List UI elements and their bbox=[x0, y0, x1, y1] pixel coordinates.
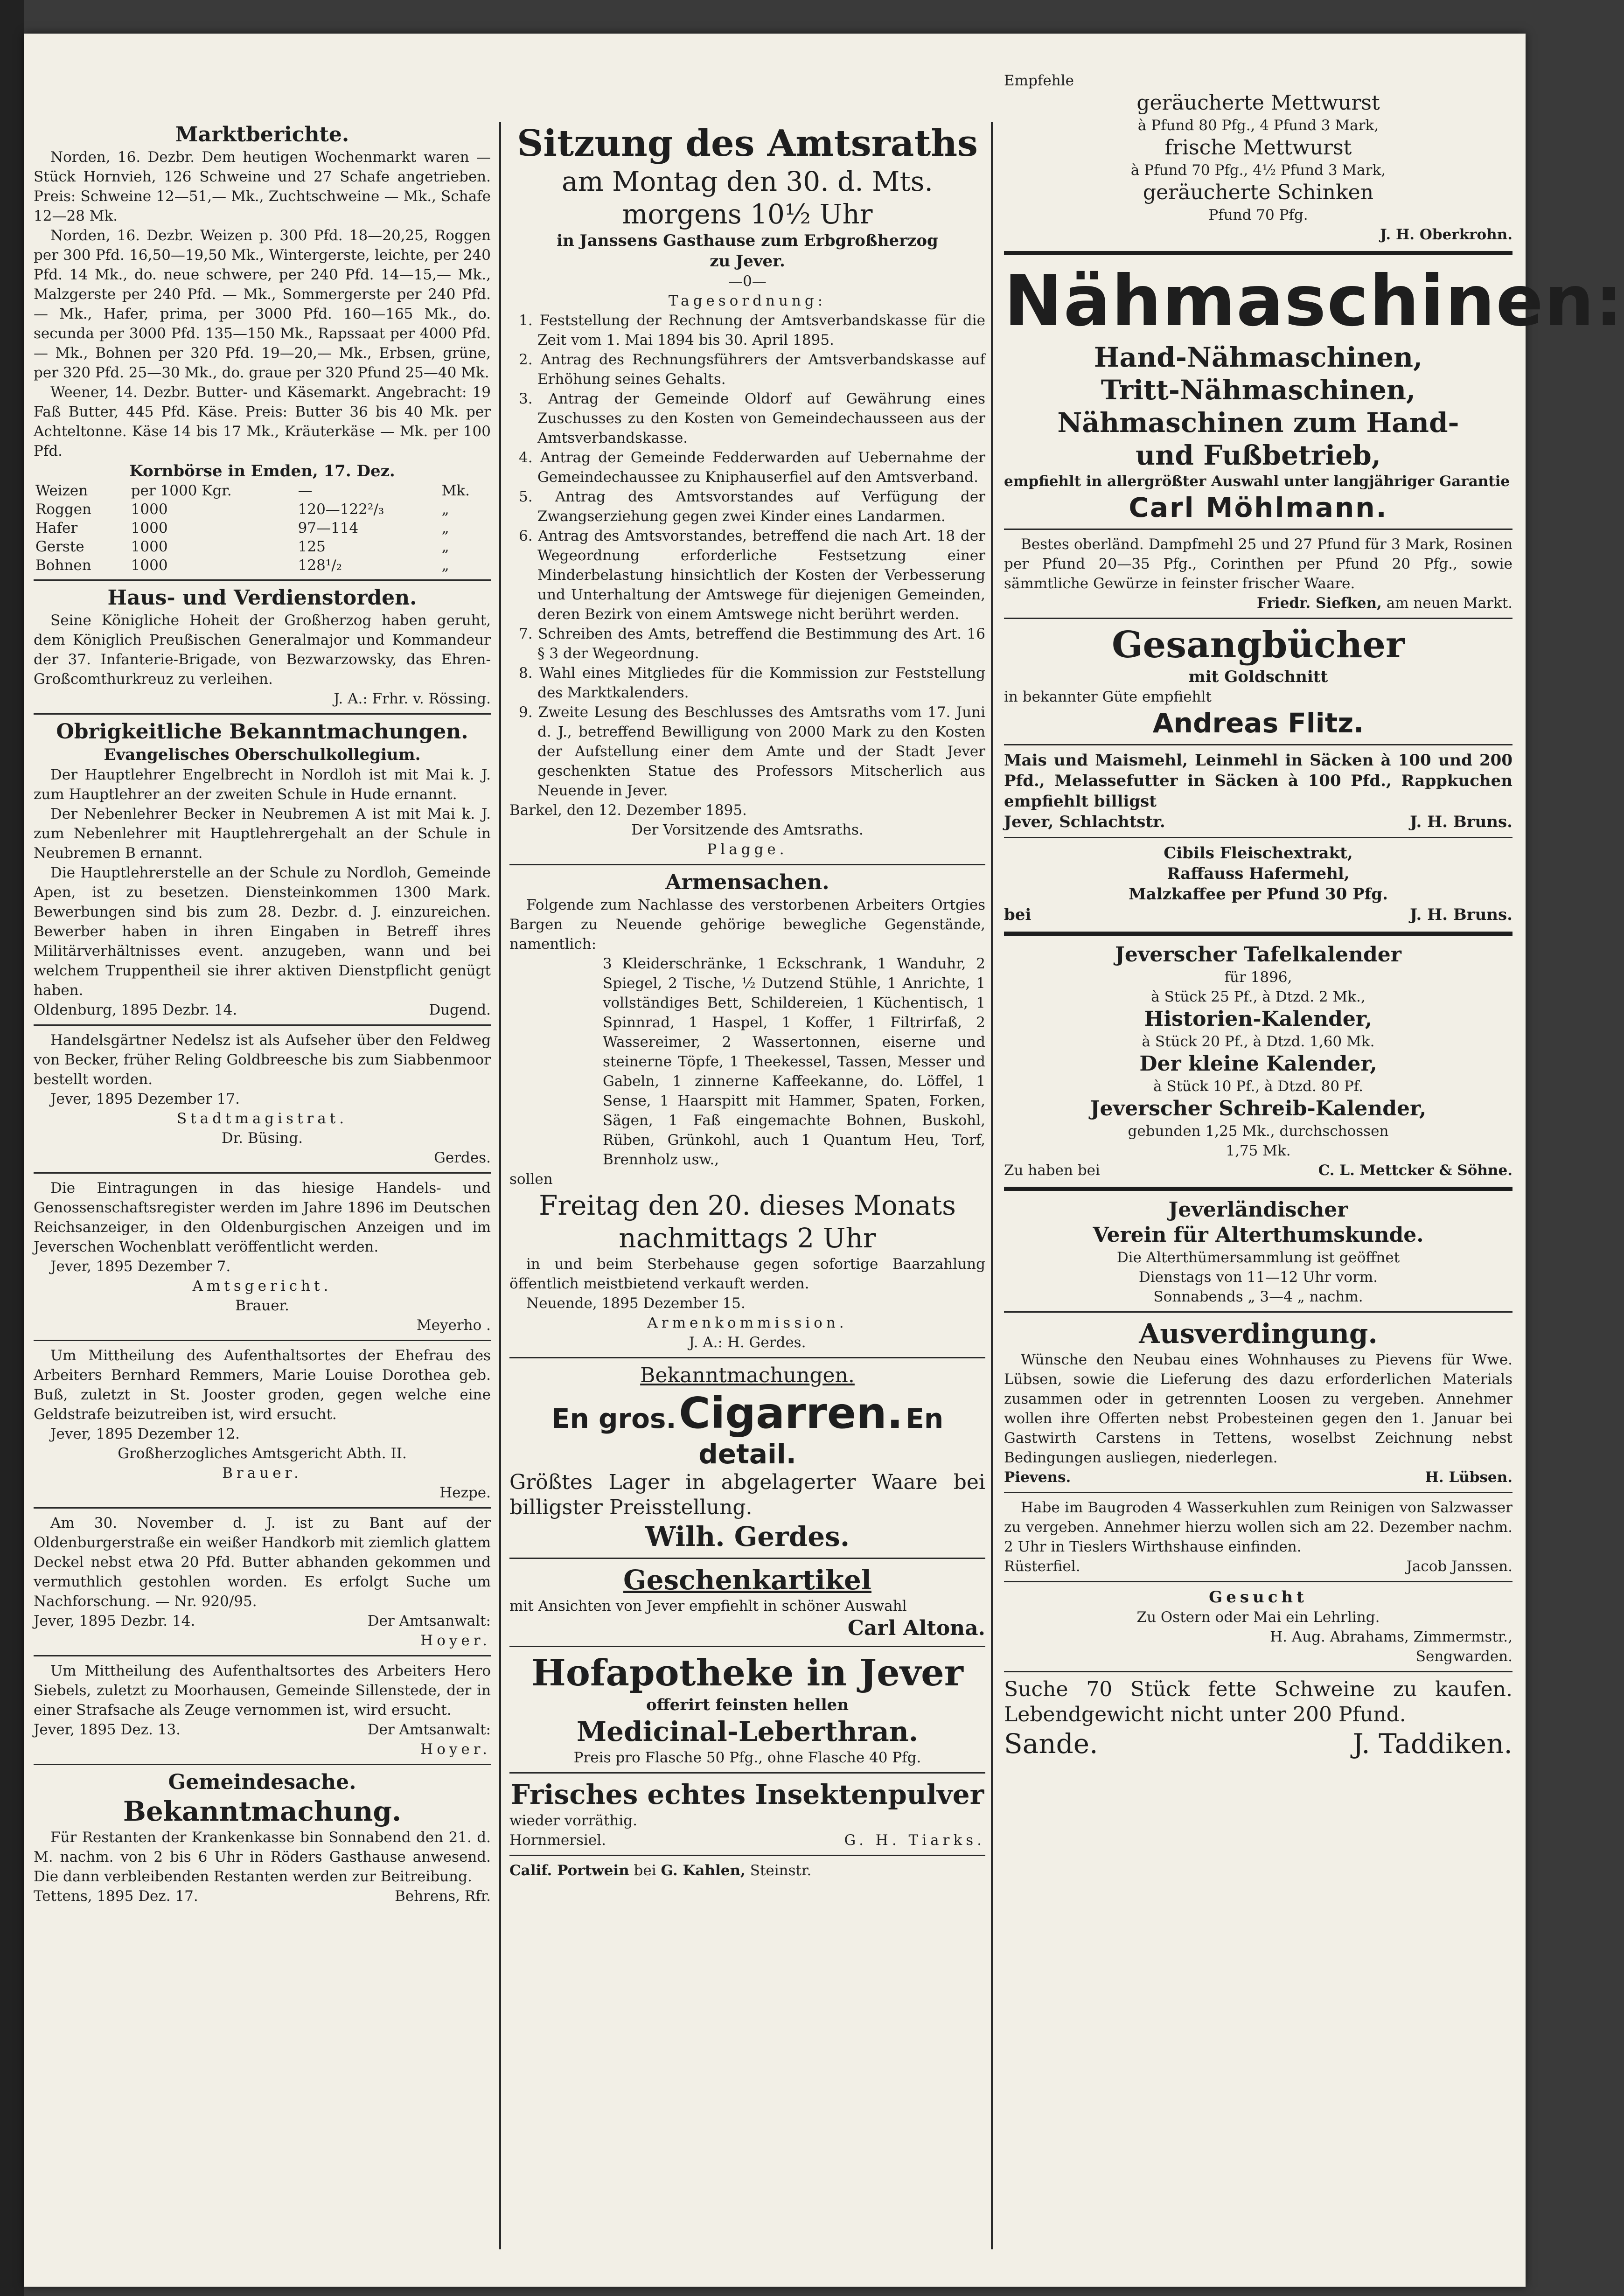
insekten-footer bbox=[509, 1830, 985, 1850]
cibils-line-2: Raffauss Hafermehl, bbox=[1167, 864, 1350, 883]
alterthum-row-2 bbox=[1004, 1287, 1512, 1307]
aufenthalt-date: Jever, 1895 Dezember 12. bbox=[50, 1426, 240, 1442]
naeh-line-2: Tritt-Nähmaschinen, bbox=[1101, 374, 1416, 406]
alterthum-day-1: Dienstags bbox=[1138, 1269, 1212, 1286]
naehmaschinen-title: Nähmaschinen: bbox=[1004, 261, 1624, 342]
divider bbox=[34, 579, 491, 581]
siefken-sign: Friedr. Siefken, bbox=[1257, 595, 1382, 612]
mett-1-price: à Pfund 80 Pfg., 4 Pfund 3 Mark, bbox=[1137, 117, 1379, 134]
cigarren-headline bbox=[509, 1388, 985, 1470]
column-rule bbox=[499, 122, 501, 2249]
butter-authority: Der Amtsanwalt: bbox=[367, 1613, 491, 1629]
armen-text-1: Folgende zum Nachlasse des verstorbenen Arbeiters Ortgies Bargen zu Neuende gehörige bewegliche Gegenstände, namentlich: bbox=[509, 897, 985, 953]
eintrag-sign: Meyerho . bbox=[416, 1317, 491, 1334]
korn-unit: 1000 bbox=[131, 557, 168, 574]
sitzung-title: Sitzung des Amtsraths bbox=[517, 122, 978, 165]
korn-currency: „ bbox=[441, 520, 449, 536]
korn-name: Weizen bbox=[35, 482, 88, 499]
alterthum-line-2: Verein für Alterthumskunde. bbox=[1093, 1223, 1424, 1247]
divider bbox=[34, 1340, 491, 1341]
kalender-4: Jeverscher Schreib-Kalender, bbox=[1090, 1097, 1427, 1120]
armen-sollen: sollen bbox=[509, 1171, 553, 1188]
divider bbox=[509, 1855, 985, 1856]
sitzung-separator: —0— bbox=[728, 273, 767, 290]
insekten-sub: wieder vorräthig. bbox=[509, 1812, 637, 1829]
kalender-3: Der kleine Kalender, bbox=[1139, 1052, 1377, 1076]
armen-sign: J. A.: H. Gerdes. bbox=[689, 1334, 806, 1351]
divider bbox=[509, 864, 985, 865]
korn-price: 125 bbox=[298, 538, 326, 555]
divider bbox=[509, 1772, 985, 1774]
ausverdingung-title: Ausverdingung. bbox=[1139, 1318, 1378, 1350]
list-item: 3. Antrag der Gemeinde Oldorf auf Gewährung eines Zuschusses zu den Kosten von Gemeindechausseen aus der Amtsverbandskasse. bbox=[519, 390, 985, 446]
divider bbox=[1004, 932, 1512, 936]
hofapotheke-price: Preis pro Flasche 50 Pfg., ohne Flasche 40 Pfg. bbox=[573, 1749, 921, 1766]
siebels-date: Jever, 1895 Dez. 13. bbox=[34, 1721, 181, 1738]
armen-date-1: Freitag den 20. dieses Monats bbox=[539, 1190, 956, 1221]
alterthum-day-2: Sonnabends bbox=[1153, 1288, 1243, 1305]
evang-p3: Die Hauptlehrerstelle an der Schule zu Nordloh, Gemeinde Apen, ist zu besetzen. Diensteinkommen 1300 Mark. Bewerbungen sind bis zum 28. Dezbr. d. J. einzureichen. Bewerber haben in ihren Eingaben in Betreff ihres Militärverhältnisses event. anzugeben, wann und bei welchem Truppentheil sie ihrer aktiven Dienstpflicht genügt haben. bbox=[34, 864, 491, 999]
wasser-sign: Jacob Janssen. bbox=[1406, 1558, 1512, 1575]
kalender-2-a: à Stück 20 Pf., à Dtzd. 1,60 Mk. bbox=[1142, 1033, 1375, 1050]
handel-name: Dr. Büsing. bbox=[221, 1130, 303, 1147]
table-row bbox=[34, 519, 491, 537]
divider bbox=[34, 1024, 491, 1026]
divider bbox=[1004, 251, 1512, 255]
schweine-footer bbox=[1004, 1727, 1512, 1760]
korn-price: 120—122²/₃ bbox=[298, 501, 384, 518]
table-row bbox=[34, 500, 491, 519]
gesang-text: in bekannter Güte empfiehlt bbox=[1004, 689, 1212, 705]
gemeinde-title: Gemeindesache. bbox=[168, 1770, 356, 1794]
markt-weener: Weener, 14. Dezbr. Butter- und Käsemarkt. Angebracht: 19 Faß Butter, 445 Pfd. Käse. Preis: Butter 36 bis 40 Mk. per Achteltonne. Käse 14 bis 17 Mk., Kräuterkäse — Mk. per 100 Pfd. bbox=[34, 384, 491, 459]
butter-date: Jever, 1895 Dezbr. 14. bbox=[34, 1613, 195, 1629]
korn-currency: Mk. bbox=[441, 482, 470, 499]
mett-2: frische Mettwurst bbox=[1164, 136, 1352, 160]
mett-3-price: Pfund 70 Pfg. bbox=[1208, 207, 1308, 223]
calif-product: Calif. Portwein bbox=[509, 1862, 629, 1879]
kalender-1-a: für 1896, bbox=[1224, 969, 1292, 986]
gesucht-text: Zu Ostern oder Mai ein Lehrling. bbox=[1136, 1609, 1380, 1626]
cibils-line-1: Cibils Fleischextrakt, bbox=[1164, 844, 1353, 863]
kalender-1-b: à Stück 25 Pf., à Dtzd. 2 Mk., bbox=[1151, 988, 1366, 1005]
handel-text: Handelsgärtner Nedelsz ist als Aufseher über den Feldweg von Becker, früher Reling Goldbreesche bis zum Siabbenmoor bestellt worden. bbox=[34, 1032, 491, 1088]
siebels-footer bbox=[34, 1720, 491, 1739]
cigarren-detail: En detail. bbox=[698, 1403, 944, 1470]
gesang-sub: mit Goldschnitt bbox=[1188, 668, 1328, 686]
cigarren-sign: Wilh. Gerdes. bbox=[645, 1521, 850, 1552]
obrig-title: Obrigkeitliche Bekanntmachungen. bbox=[56, 720, 468, 744]
eintrag-text: Die Eintragungen in das hiesige Handels- und Genossenschaftsregister werden im Jahre 1896 im Deutschen Reichsanzeiger, in den Oldenburgischen Anzeigen und im Jeverschen Wochenblatt veröffentlicht werden. bbox=[34, 1180, 491, 1255]
mais-place: Jever, Schlachtstr. bbox=[1004, 813, 1165, 831]
alterthum-time-2: „ 3—4 „ nachm. bbox=[1248, 1288, 1363, 1305]
insekten-title: Frisches echtes Insektenpulver bbox=[510, 1779, 984, 1810]
naeh-line-4: und Fußbetrieb, bbox=[1136, 439, 1381, 471]
sitzung-sign-2: Plagge. bbox=[707, 841, 788, 858]
armen-place: Neuende, 1895 Dezember 15. bbox=[526, 1295, 746, 1312]
korn-unit: 1000 bbox=[131, 520, 168, 536]
kalender-bei: Zu haben bei bbox=[1004, 1162, 1100, 1179]
alterthum-text: Die Alterthümersammlung ist geöffnet bbox=[1116, 1249, 1400, 1266]
markt-norden-1: Norden, 16. Dezbr. Dem heutigen Wochenmarkt waren — Stück Hornvieh, 126 Schweine und 27 Schafe angetrieben. Preis: Schweine 12—51,— Mk., Zuchtschweine — Mk., Schafe 12—28 Mk. bbox=[34, 149, 491, 224]
divider bbox=[509, 1558, 985, 1559]
insekten-place: Hornmersiel. bbox=[509, 1832, 606, 1849]
gesucht-sign-1: H. Aug. Abrahams, Zimmermstr., bbox=[1270, 1628, 1512, 1645]
butter-footer bbox=[34, 1611, 491, 1631]
alterthum-line-1: Jeverländischer bbox=[1168, 1198, 1348, 1222]
evang-place: Oldenburg, 1895 Dezbr. 14. bbox=[34, 1002, 237, 1018]
hofapotheke-product: Medicinal-Leberthran. bbox=[576, 1716, 919, 1747]
list-item: 9. Zweite Lesung des Beschlusses des Amtsraths vom 17. Juni d. J., betreffend Bewilligung von 2000 Mark zu den Kosten der Aufstellung einer dem Amte und der Stadt Jever geschenkten Statue des Professors Mitscherlich aus Neuende in Jever. bbox=[519, 704, 985, 799]
sitzung-date: Barkel, den 12. Dezember 1895. bbox=[509, 802, 747, 819]
korn-price: 97—114 bbox=[298, 520, 359, 536]
cibils-line-3: Malzkaffee per Pfund 30 Pfg. bbox=[1129, 885, 1388, 904]
divider bbox=[1004, 1581, 1512, 1582]
newspaper-page bbox=[24, 34, 1624, 2287]
divider bbox=[1004, 837, 1512, 838]
armen-date-2: nachmittags 2 Uhr bbox=[619, 1222, 876, 1254]
kornboerse-title: Kornbörse in Emden, 17. Dez. bbox=[129, 462, 395, 480]
table-row bbox=[34, 556, 491, 575]
list-item: 4. Antrag der Gemeinde Fedderwarden auf Uebernahme der Gemeindechaussee zu Kniphauserfiel auf den Amtsverband. bbox=[519, 449, 985, 486]
siefken-location: am neuen Markt. bbox=[1386, 595, 1512, 612]
orden-text: Seine Königliche Hoheit der Großherzog haben geruht, dem Königlich Preußischen Generalmajor und Kommandeur der 37. Infanterie-Brigade, von Bezwarzowsky, das Ehren-Großcomthurkreuz zu verleihen. bbox=[34, 612, 491, 688]
cigarren-engros: En gros. bbox=[551, 1403, 676, 1434]
armen-text-2: in und beim Sterbehause gegen sofortige Baarzahlung öffentlich meistbietend verkauft werden. bbox=[509, 1256, 985, 1292]
divider bbox=[1004, 529, 1512, 530]
bekanntmachung-text: Für Restanten der Krankenkasse bin Sonnabend den 21. d. M. nachm. von 2 bis 6 Uhr in Röders Gasthause anwesend. Die dann verbleibenden Restanten werden zur Beitreibung. bbox=[34, 1829, 491, 1885]
aufenthalt-authority: Großherzogliches Amtsgericht Abth. II. bbox=[118, 1445, 407, 1462]
armen-title: Armensachen. bbox=[665, 870, 829, 894]
hofapotheke-sub: offerirt feinsten hellen bbox=[646, 1696, 849, 1714]
siebels-text: Um Mittheilung des Aufenthaltsortes des Arbeiters Hero Siebels, zuletzt zu Moorhausen, Gemeinde Sillenstede, der in einer Strafsache als Zeuge vernommen ist, wird ersucht. bbox=[34, 1663, 491, 1719]
naeh-sign: Carl Möhlmann. bbox=[1129, 492, 1388, 523]
geschenk-text: mit Ansichten von Jever empfiehlt in schöner Auswahl bbox=[509, 1598, 907, 1614]
cigarren-text: Größtes Lager in abgelagerter Waare bei billigster Preisstellung. bbox=[509, 1470, 985, 1519]
korn-currency: „ bbox=[441, 557, 449, 574]
list-item: 8. Wahl eines Mitgliedes für die Kommission zur Feststellung des Marktkalenders. bbox=[519, 665, 985, 701]
column-right bbox=[1004, 71, 1624, 2198]
orden-title: Haus- und Verdienstorden. bbox=[107, 586, 417, 610]
korn-name: Hafer bbox=[35, 520, 78, 536]
column-left bbox=[34, 122, 491, 2249]
divider bbox=[34, 1655, 491, 1656]
divider bbox=[1004, 744, 1512, 745]
table-row bbox=[34, 537, 491, 556]
cibils-bei: bei bbox=[1004, 905, 1032, 924]
naeh-line-1: Hand-Nähmaschinen, bbox=[1094, 341, 1423, 373]
korn-price: — bbox=[298, 482, 313, 499]
aufenthalt-sign: Hezpe. bbox=[439, 1484, 491, 1501]
calif-merchant: G. Kahlen, bbox=[661, 1862, 746, 1879]
butter-sign: Hoyer. bbox=[420, 1632, 491, 1649]
hofapotheke-title: Hofapotheke in Jever bbox=[531, 1652, 963, 1694]
divider bbox=[1004, 618, 1512, 619]
kalender-3-a: à Stück 10 Pf., à Dtzd. 80 Pf. bbox=[1153, 1078, 1363, 1095]
page-edge bbox=[0, 0, 24, 2296]
wasser-place: Rüsterfiel. bbox=[1004, 1558, 1080, 1575]
column-rule bbox=[991, 122, 993, 2249]
korn-name: Gerste bbox=[35, 538, 84, 555]
sitzung-line-2: morgens 10½ Uhr bbox=[622, 198, 873, 230]
cibils-sign: J. H. Bruns. bbox=[1410, 905, 1512, 924]
kalender-sign: C. L. Mettcker & Söhne. bbox=[1318, 1162, 1512, 1179]
evang-title: Evangelisches Oberschulkollegium. bbox=[104, 745, 421, 764]
handel-sign: Gerdes. bbox=[434, 1149, 491, 1166]
ausverdingung-place: Pievens. bbox=[1004, 1469, 1071, 1486]
korn-unit: per 1000 Kgr. bbox=[131, 482, 232, 499]
kalender-1: Jeverscher Tafelkalender bbox=[1115, 943, 1401, 967]
siebels-authority: Der Amtsanwalt: bbox=[367, 1721, 491, 1738]
divider bbox=[1004, 1671, 1512, 1672]
divider bbox=[509, 1646, 985, 1647]
divider bbox=[34, 1507, 491, 1509]
divider bbox=[509, 1357, 985, 1358]
sitzung-sign-1: Der Vorsitzende des Amtsraths. bbox=[631, 821, 864, 838]
handel-date: Jever, 1895 Dezember 17. bbox=[50, 1091, 240, 1107]
sitzung-line-1: am Montag den 30. d. Mts. bbox=[562, 166, 933, 197]
divider bbox=[1004, 1187, 1512, 1191]
geschenk-sign: Carl Altona. bbox=[847, 1616, 985, 1640]
aufenthalt-name: Brauer. bbox=[222, 1465, 302, 1482]
insekten-sign: G. H. Tiarks. bbox=[844, 1832, 985, 1849]
korn-price: 128¹/₂ bbox=[298, 557, 342, 574]
kornboerse-table bbox=[34, 481, 491, 575]
naeh-text: empfiehlt in allergrößter Auswahl unter langjähriger Garantie bbox=[1004, 473, 1510, 490]
siebels-sign: Hoyer. bbox=[420, 1741, 491, 1758]
kalender-4-b: 1,75 Mk. bbox=[1226, 1142, 1291, 1159]
schweine-place: Sande. bbox=[1004, 1728, 1098, 1760]
bekanntmachung-date: Tettens, 1895 Dez. 17. bbox=[34, 1888, 198, 1905]
armen-authority: Armenkommission. bbox=[647, 1315, 848, 1331]
ausverdingung-text: Wünsche den Neubau eines Wohnhauses zu Pievens für Wwe. Lübsen, sowie die Lieferung des dazu erforderlichen Materials zusammen oder in getrennten Loosen zu vergeben. Annehmer wollen ihre Offerten nebst Probesteinen gegen den 1. Januar bei Gastwirth Carstens in Tettens, woselbst Zeichnung nebst Bedingungen ausliegen, niederlegen. bbox=[1004, 1351, 1512, 1466]
bekanntmachung-footer bbox=[34, 1886, 491, 1906]
eintrag-authority: Amtsgericht. bbox=[192, 1278, 332, 1294]
wasser-text: Habe im Baugroden 4 Wasserkuhlen zum Reinigen von Salzwasser zu vergeben. Annehmer hierzu wollen sich am 22. Dezember nachm. 2 Uhr in Tieslers Wirthshause einfinden. bbox=[1004, 1499, 1512, 1555]
tagesordnung-title: Tagesordnung: bbox=[668, 292, 827, 309]
siefken-text: Bestes oberländ. Dampfmehl 25 und 27 Pfund für 3 Mark, Rosinen per Pfund 20—35 Pfg., Corinthen per Pfund 20 Pfg., sowie sämmtliche Gewürze in feinster frischer Waare. bbox=[1004, 536, 1512, 592]
divider bbox=[1004, 1311, 1512, 1313]
korn-unit: 1000 bbox=[131, 538, 168, 555]
bekanntmachungen-title: Bekanntmachungen. bbox=[640, 1364, 855, 1387]
mett-1: geräucherte Mettwurst bbox=[1136, 91, 1380, 115]
sitzung-line-4: zu Jever. bbox=[710, 252, 785, 271]
column-middle bbox=[509, 122, 985, 2249]
korn-unit: 1000 bbox=[131, 501, 168, 518]
mett-pre: Empfehle bbox=[1004, 72, 1074, 89]
eintrag-date: Jever, 1895 Dezember 7. bbox=[50, 1258, 231, 1275]
evang-p1: Der Hauptlehrer Engelbrecht in Nordloh ist mit Mai k. J. zum Hauptlehrer an der zweiten Schule in Hude ernannt. bbox=[34, 766, 491, 803]
cigarren-title: Cigarren. bbox=[679, 1388, 903, 1438]
korn-currency: „ bbox=[441, 501, 449, 518]
gesang-title: Gesangbücher bbox=[1111, 624, 1405, 666]
divider bbox=[34, 713, 491, 715]
naeh-line-3: Nähmaschinen zum Hand- bbox=[1057, 407, 1459, 438]
mais-text: Mais und Maismehl, Leinmehl in Säcken à 100 und 200 Pfd., Melassefutter in Säcken à 100 Pfd., Rappkuchen empfiehlt billigst bbox=[1004, 751, 1512, 811]
table-row bbox=[34, 481, 491, 500]
evang-p2: Der Nebenlehrer Becker in Neubremen A ist mit Mai k. J. zum Nebenlehrer mit Hauptlehrergehalt an der Schule in Neubremen B ernannt. bbox=[34, 806, 491, 862]
divider bbox=[1004, 1492, 1512, 1493]
armen-items: 3 Kleiderschränke, 1 Eckschrank, 1 Wanduhr, 2 Spiegel, 2 Tische, ½ Dutzend Stühle, 1 Anrichte, 1 vollständiges Bett, Schildereien, 1 Küchentisch, 1 Spinnrad, 1 Haspel, 1 Koffer, 1 Filtrirfaß, 2 Wassereimer, 2 Wassertonnen, eiserne und steinerne Töpfe, 1 Theekessel, Tassen, Messer und Gabeln, 1 zinnerne Kaffeekanne, do. Löffel, 1 Sense, 1 Haarspitt mit Hammer, Spaten, Forken, Sägen, 1 Faß eingemachte Bohnen, Buskohl, Rüben, Grünkohl, auch 1 Quantum Heu, Torf, Brennholz usw., bbox=[603, 955, 985, 1168]
alterthum-time-1: von 11—12 Uhr vorm. bbox=[1216, 1269, 1378, 1286]
mett-sign: J. H. Oberkrohn. bbox=[1380, 226, 1512, 243]
gesucht-title: Gesucht bbox=[1209, 1588, 1308, 1607]
orden-sign: J. A.: Frhr. v. Rössing. bbox=[334, 690, 491, 707]
list-item: 2. Antrag des Rechnungsführers der Amtsverbandskasse auf Erhöhung seines Gehalts. bbox=[519, 351, 985, 388]
calif-line bbox=[509, 1861, 985, 1880]
ausverdingung-footer bbox=[1004, 1468, 1512, 1487]
mais-sign: J. H. Bruns. bbox=[1410, 813, 1512, 831]
list-item: 7. Schreiben des Amts, betreffend die Bestimmung des Art. 16 § 3 der Wegeordnung. bbox=[519, 626, 985, 662]
schweine-text: Suche 70 Stück fette Schweine zu kaufen. Lebendgewicht nicht unter 200 Pfund. bbox=[1004, 1677, 1512, 1726]
geschenk-title: Geschenkartikel bbox=[623, 1564, 871, 1596]
sitzung-line-3: in Janssens Gasthause zum Erbgroßherzog bbox=[557, 231, 938, 250]
divider bbox=[34, 1764, 491, 1765]
list-item: 5. Antrag des Amtsvorstandes auf Verfügung der Zwangserziehung gegen zwei Kinder eines Landarmen. bbox=[519, 488, 985, 525]
gesang-sign: Andreas Flitz. bbox=[1152, 707, 1364, 739]
aufenthalt-text: Um Mittheilung des Aufenthaltsortes der Ehefrau des Arbeiters Bernhard Remmers, Marie Louise Dorothea geb. Buß, zuletzt in St. Jooster groden, gegen welche eine Geldstrafe beizutreiben ist, wird ersucht. bbox=[34, 1347, 491, 1423]
markt-title: Marktberichte. bbox=[175, 123, 349, 146]
schweine-sign: J. Taddiken. bbox=[1352, 1728, 1512, 1760]
mett-2-price: à Pfund 70 Pfg., 4½ Pfund 3 Mark, bbox=[1130, 162, 1386, 179]
kalender-2: Historien-Kalender, bbox=[1144, 1007, 1373, 1031]
evang-footer bbox=[34, 1000, 491, 1020]
calif-street: Steinstr. bbox=[750, 1862, 812, 1879]
bekanntmachung-title: Bekanntmachung. bbox=[123, 1795, 402, 1827]
wasser-footer bbox=[1004, 1557, 1512, 1576]
kalender-4-a: gebunden 1,25 Mk., durchschossen bbox=[1128, 1123, 1389, 1140]
eintrag-name: Brauer. bbox=[235, 1297, 289, 1314]
siefken-footer bbox=[1004, 593, 1512, 613]
markt-norden-2: Norden, 16. Dezbr. Weizen p. 300 Pfd. 18—20,25, Roggen per 300 Pfd. 16,50—19,50 Mk., Wintergerste, leichte, per 240 Pfd. 14 Mk., do. neue schwere, per 240 Pfd. 14—15,— Mk., Malzgerste per 240 Pfd. — Mk., Sommergerste per 240 Pfd. — Mk., Hafer, prima, per 3000 Pfd. 160—165 Mk., do. secunda per 3000 Pfd. 135—150 Mk., Rapssaat per 4000 Pfd. — Mk., Bohnen per 320 Pfd. 19—20,— Mk., Erbsen, grüne, per 320 Pfd. 25—30 Mk., do. graue per 320 Pfund 25—40 Mk. bbox=[34, 227, 491, 381]
mais-footer bbox=[1004, 812, 1512, 832]
korn-name: Roggen bbox=[35, 501, 92, 518]
agenda-list bbox=[509, 311, 985, 800]
butter-text: Am 30. November d. J. ist zu Bant auf der Oldenburgerstraße ein weißer Handkorb mit ziemlich glattem Deckel nebst etwa 20 Pfd. Butter abhanden gekommen und vermuthlich gestohlen worden. Es erfolgt Suche um Nachforschung. — Nr. 920/95. bbox=[34, 1515, 491, 1610]
korn-currency: „ bbox=[441, 538, 449, 555]
evang-sign: Dugend. bbox=[429, 1002, 491, 1018]
alterthum-row-1 bbox=[1004, 1267, 1512, 1287]
list-item: 6. Antrag des Amtsvorstandes, betreffend die nach Art. 18 der Wegeordnung erforderliche Festsetzung einer Minderbelastung hinsichtlich der Kosten der Verbesserung und Unterhaltung der Amtswege für diejenigen Gemeinden, deren Bezirk von einem Amtswege nicht berührt werden. bbox=[519, 528, 985, 623]
kalender-footer bbox=[1004, 1161, 1512, 1180]
calif-bei: bei bbox=[634, 1862, 656, 1879]
cibils-footer bbox=[1004, 904, 1512, 925]
gesucht-sign-2: Sengwarden. bbox=[1415, 1648, 1512, 1665]
list-item: 1. Feststellung der Rechnung der Amtsverbandskasse für die Zeit vom 1. Mai 1894 bis 30. April 1895. bbox=[519, 312, 985, 348]
korn-name: Bohnen bbox=[35, 557, 91, 574]
bekanntmachung-sign: Behrens, Rfr. bbox=[395, 1888, 491, 1905]
mett-3: geräucherte Schinken bbox=[1143, 181, 1374, 204]
handel-authority: Stadtmagistrat. bbox=[176, 1110, 348, 1127]
ausverdingung-sign: H. Lübsen. bbox=[1425, 1469, 1512, 1486]
divider bbox=[34, 1172, 491, 1174]
